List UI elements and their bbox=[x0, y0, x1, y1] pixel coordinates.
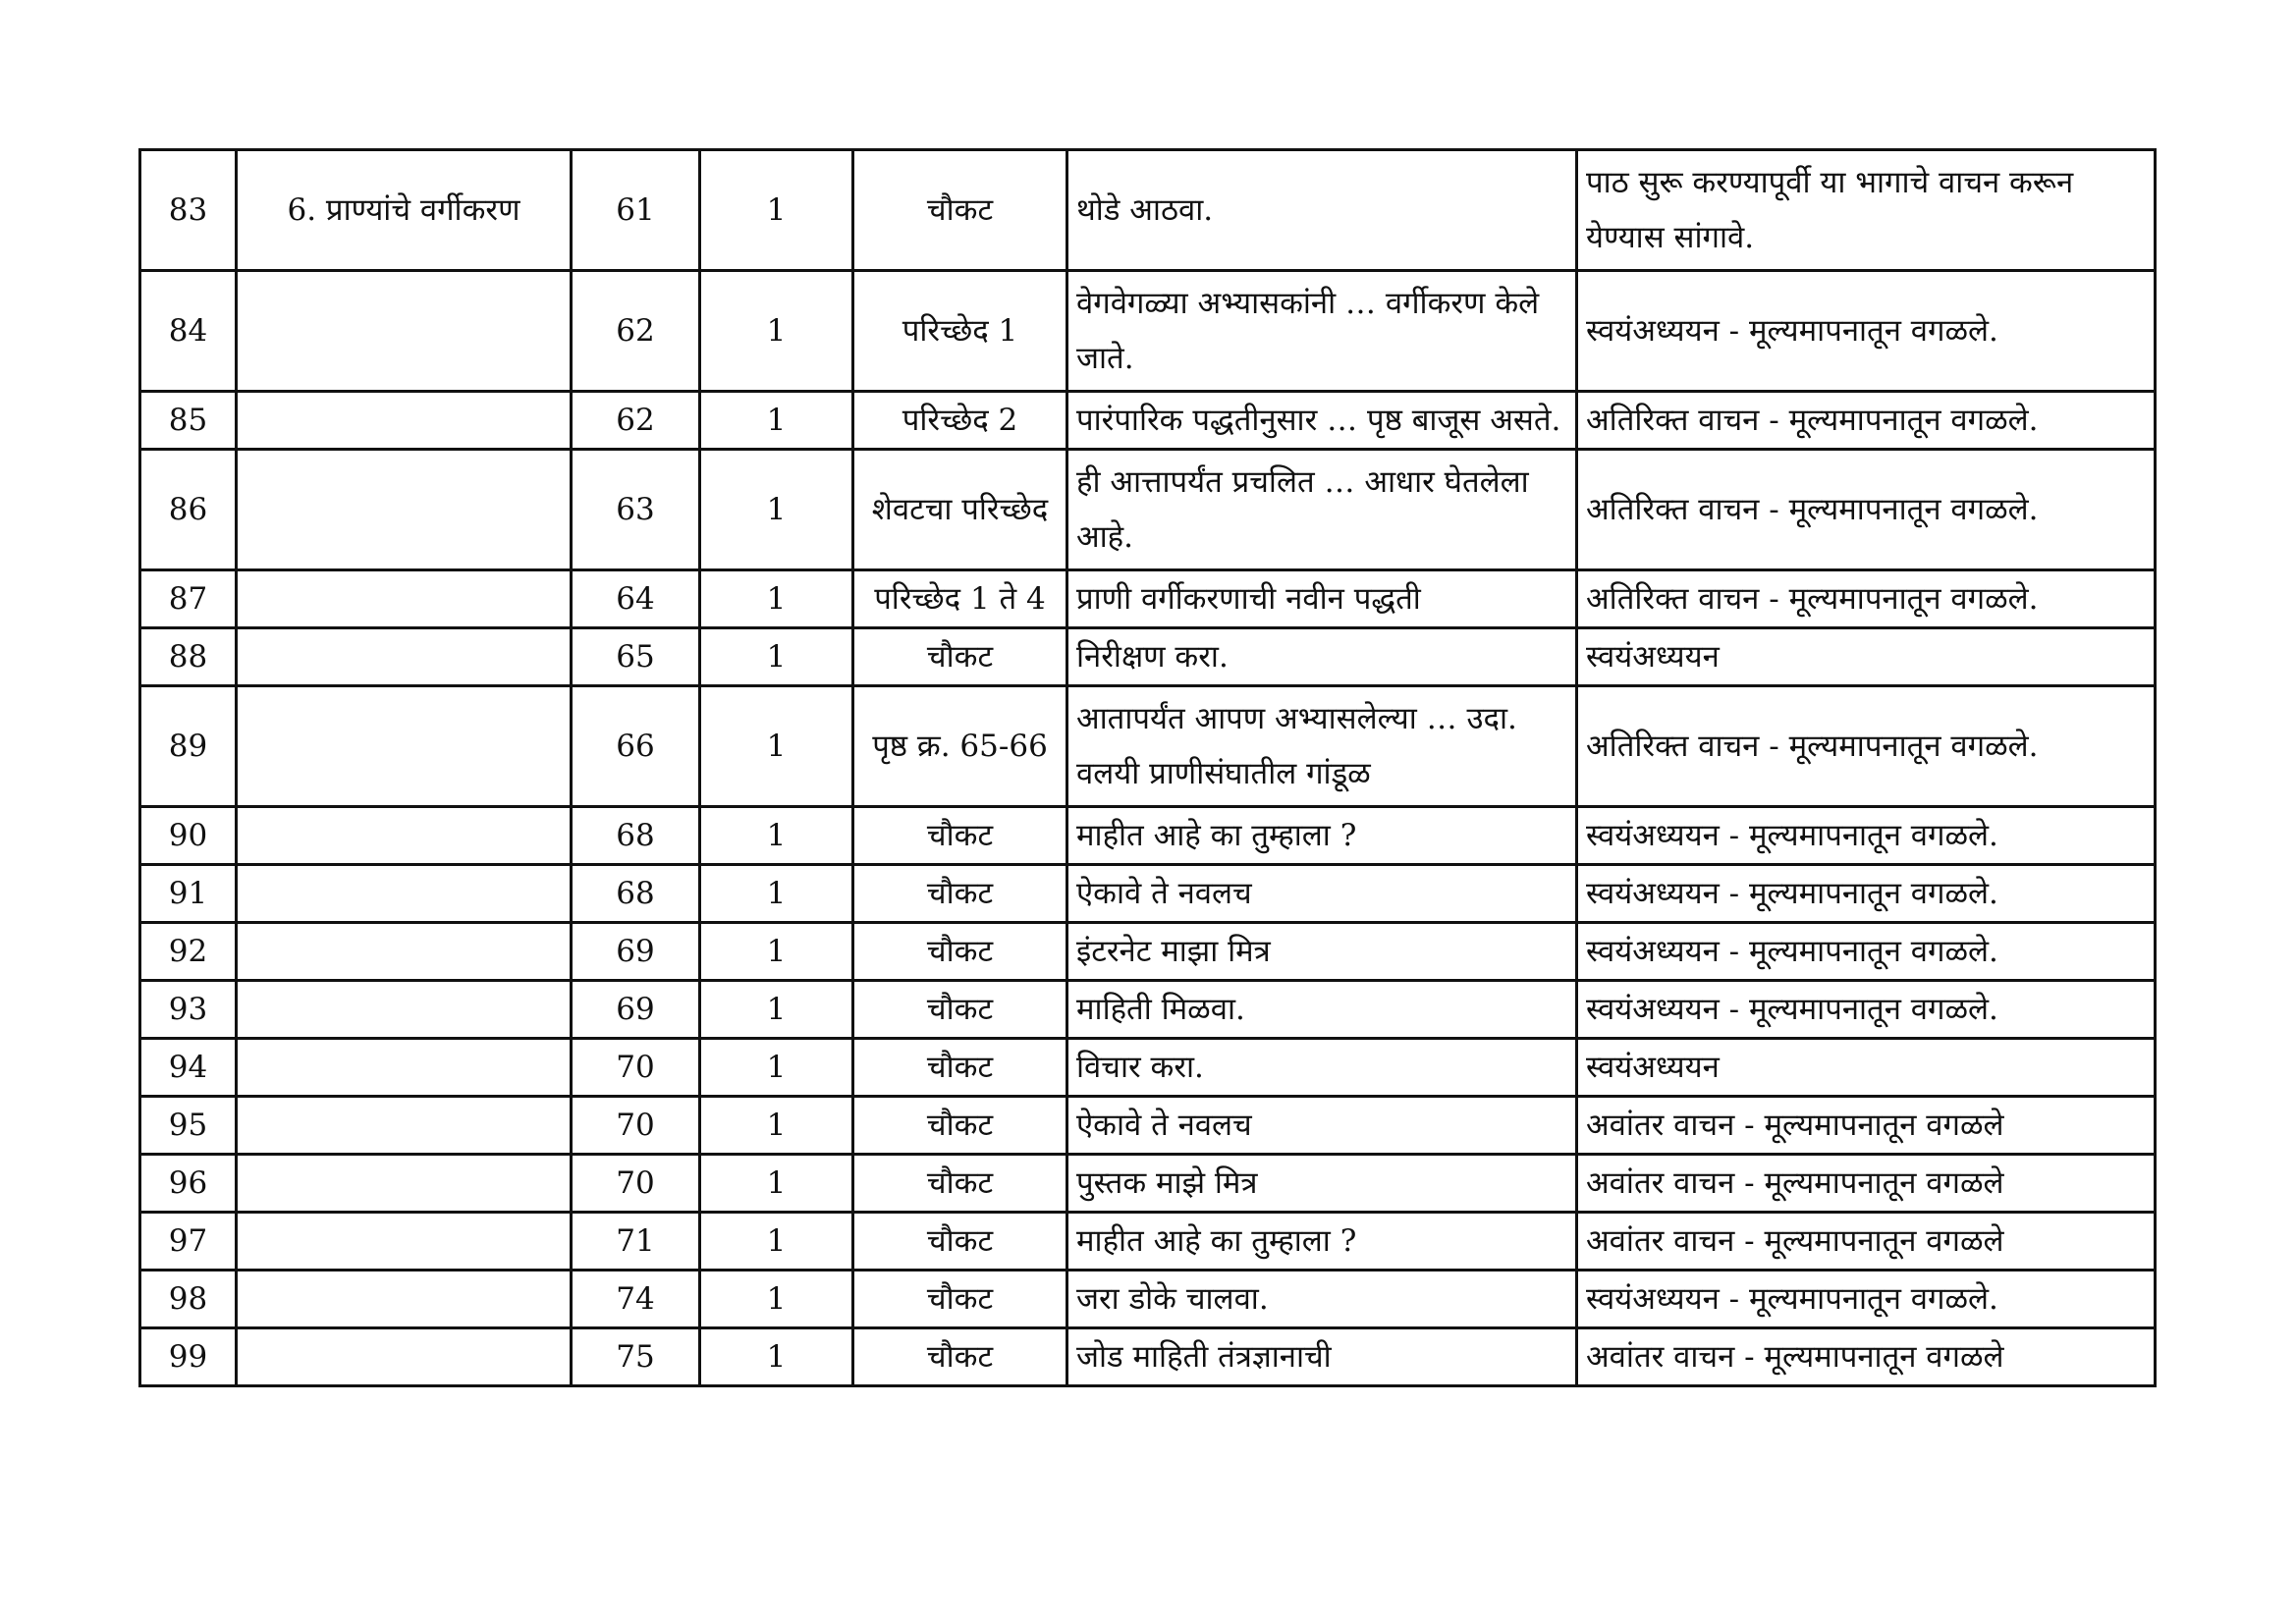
section-cell: चौकट bbox=[853, 1213, 1067, 1271]
count-cell: 1 bbox=[700, 628, 853, 686]
table-row bbox=[140, 570, 2156, 628]
remark-cell: स्वयंअध्ययन - मूल्यमापनातून वगळले. bbox=[1577, 981, 2156, 1039]
chapter-name bbox=[237, 923, 572, 981]
serial-number: 83 bbox=[140, 150, 237, 271]
count-cell: 1 bbox=[700, 981, 853, 1039]
chapter-name bbox=[237, 1097, 572, 1155]
table-row bbox=[140, 1039, 2156, 1097]
table-row bbox=[140, 392, 2156, 450]
remark-cell: अतिरिक्त वाचन - मूल्यमापनातून वगळले. bbox=[1577, 686, 2156, 807]
section-cell: परिच्छेद 2 bbox=[853, 392, 1067, 450]
chapter-name bbox=[237, 1271, 572, 1328]
chapter-name bbox=[237, 981, 572, 1039]
content-cell: माहिती मिळवा. bbox=[1067, 981, 1577, 1039]
page-number: 65 bbox=[572, 628, 700, 686]
count-cell: 1 bbox=[700, 807, 853, 865]
page-number: 69 bbox=[572, 923, 700, 981]
serial-number: 87 bbox=[140, 570, 237, 628]
remark-cell: स्वयंअध्ययन - मूल्यमापनातून वगळले. bbox=[1577, 865, 2156, 923]
table-row bbox=[140, 686, 2156, 807]
serial-number: 88 bbox=[140, 628, 237, 686]
page-number: 70 bbox=[572, 1155, 700, 1213]
remark-cell: पाठ सुरू करण्यापूर्वी या भागाचे वाचन करून येण्यास सांगावे. bbox=[1577, 150, 2156, 271]
count-cell: 1 bbox=[700, 271, 853, 392]
table-row bbox=[140, 150, 2156, 271]
syllabus-table bbox=[138, 148, 2157, 1387]
content-cell: जोड माहिती तंत्रज्ञानाची bbox=[1067, 1328, 1577, 1386]
serial-number: 86 bbox=[140, 450, 237, 570]
count-cell: 1 bbox=[700, 1213, 853, 1271]
chapter-name bbox=[237, 686, 572, 807]
count-cell: 1 bbox=[700, 570, 853, 628]
section-cell: परिच्छेद 1 bbox=[853, 271, 1067, 392]
remark-cell: स्वयंअध्ययन bbox=[1577, 628, 2156, 686]
count-cell: 1 bbox=[700, 392, 853, 450]
section-cell: परिच्छेद 1 ते 4 bbox=[853, 570, 1067, 628]
table-row bbox=[140, 923, 2156, 981]
remark-cell: अवांतर वाचन - मूल्यमापनातून वगळले bbox=[1577, 1213, 2156, 1271]
serial-number: 98 bbox=[140, 1271, 237, 1328]
table-row bbox=[140, 628, 2156, 686]
page-number: 69 bbox=[572, 981, 700, 1039]
chapter-name: 6. प्राण्यांचे वर्गीकरण bbox=[237, 150, 572, 271]
table-row bbox=[140, 1097, 2156, 1155]
table-row bbox=[140, 807, 2156, 865]
page-number: 64 bbox=[572, 570, 700, 628]
content-cell: माहीत आहे का तुम्हाला ? bbox=[1067, 1213, 1577, 1271]
count-cell: 1 bbox=[700, 1097, 853, 1155]
count-cell: 1 bbox=[700, 1039, 853, 1097]
page-number: 75 bbox=[572, 1328, 700, 1386]
chapter-name bbox=[237, 271, 572, 392]
remark-cell: अतिरिक्त वाचन - मूल्यमापनातून वगळले. bbox=[1577, 570, 2156, 628]
serial-number: 92 bbox=[140, 923, 237, 981]
serial-number: 93 bbox=[140, 981, 237, 1039]
page-number: 71 bbox=[572, 1213, 700, 1271]
table-row bbox=[140, 981, 2156, 1039]
section-cell: चौकट bbox=[853, 1328, 1067, 1386]
section-cell: चौकट bbox=[853, 865, 1067, 923]
content-cell: ही आत्तापर्यंत प्रचलित … आधार घेतलेला आहे. bbox=[1067, 450, 1577, 570]
table-row bbox=[140, 1328, 2156, 1386]
serial-number: 84 bbox=[140, 271, 237, 392]
count-cell: 1 bbox=[700, 1155, 853, 1213]
serial-number: 90 bbox=[140, 807, 237, 865]
chapter-name bbox=[237, 1213, 572, 1271]
content-cell: ऐकावे ते नवलच bbox=[1067, 1097, 1577, 1155]
remark-cell: स्वयंअध्ययन bbox=[1577, 1039, 2156, 1097]
page-number: 70 bbox=[572, 1097, 700, 1155]
content-cell: माहीत आहे का तुम्हाला ? bbox=[1067, 807, 1577, 865]
content-cell: वेगवेगळ्या अभ्यासकांनी … वर्गीकरण केले जाते. bbox=[1067, 271, 1577, 392]
chapter-name bbox=[237, 1155, 572, 1213]
serial-number: 91 bbox=[140, 865, 237, 923]
section-cell: चौकट bbox=[853, 150, 1067, 271]
chapter-name bbox=[237, 807, 572, 865]
serial-number: 89 bbox=[140, 686, 237, 807]
chapter-name bbox=[237, 570, 572, 628]
serial-number: 94 bbox=[140, 1039, 237, 1097]
content-cell: निरीक्षण करा. bbox=[1067, 628, 1577, 686]
serial-number: 85 bbox=[140, 392, 237, 450]
section-cell: चौकट bbox=[853, 1271, 1067, 1328]
content-cell: थोडे आठवा. bbox=[1067, 150, 1577, 271]
content-cell: प्राणी वर्गीकरणाची नवीन पद्धती bbox=[1067, 570, 1577, 628]
content-cell: पुस्तक माझे मित्र bbox=[1067, 1155, 1577, 1213]
chapter-name bbox=[237, 1328, 572, 1386]
content-cell: पारंपारिक पद्धतीनुसार … पृष्ठ बाजूस असते. bbox=[1067, 392, 1577, 450]
page-number: 63 bbox=[572, 450, 700, 570]
serial-number: 95 bbox=[140, 1097, 237, 1155]
page-number: 74 bbox=[572, 1271, 700, 1328]
content-cell: जरा डोके चालवा. bbox=[1067, 1271, 1577, 1328]
page-number: 62 bbox=[572, 392, 700, 450]
count-cell: 1 bbox=[700, 923, 853, 981]
table-row bbox=[140, 865, 2156, 923]
section-cell: पृष्ठ क्र. 65-66 bbox=[853, 686, 1067, 807]
section-cell: चौकट bbox=[853, 923, 1067, 981]
section-cell: चौकट bbox=[853, 981, 1067, 1039]
page-number: 66 bbox=[572, 686, 700, 807]
section-cell: चौकट bbox=[853, 1039, 1067, 1097]
remark-cell: अतिरिक्त वाचन - मूल्यमापनातून वगळले. bbox=[1577, 450, 2156, 570]
table-row bbox=[140, 1213, 2156, 1271]
chapter-name bbox=[237, 865, 572, 923]
count-cell: 1 bbox=[700, 1271, 853, 1328]
content-cell: विचार करा. bbox=[1067, 1039, 1577, 1097]
count-cell: 1 bbox=[700, 686, 853, 807]
remark-cell: स्वयंअध्ययन - मूल्यमापनातून वगळले. bbox=[1577, 807, 2156, 865]
count-cell: 1 bbox=[700, 150, 853, 271]
page-number: 68 bbox=[572, 865, 700, 923]
page-number: 68 bbox=[572, 807, 700, 865]
remark-cell: स्वयंअध्ययन - मूल्यमापनातून वगळले. bbox=[1577, 923, 2156, 981]
table-row bbox=[140, 1155, 2156, 1213]
content-cell: ऐकावे ते नवलच bbox=[1067, 865, 1577, 923]
remark-cell: स्वयंअध्ययन - मूल्यमापनातून वगळले. bbox=[1577, 271, 2156, 392]
chapter-name bbox=[237, 628, 572, 686]
table-row bbox=[140, 271, 2156, 392]
remark-cell: स्वयंअध्ययन - मूल्यमापनातून वगळले. bbox=[1577, 1271, 2156, 1328]
section-cell: चौकट bbox=[853, 807, 1067, 865]
remark-cell: अवांतर वाचन - मूल्यमापनातून वगळले bbox=[1577, 1328, 2156, 1386]
section-cell: चौकट bbox=[853, 628, 1067, 686]
remark-cell: अतिरिक्त वाचन - मूल्यमापनातून वगळले. bbox=[1577, 392, 2156, 450]
serial-number: 97 bbox=[140, 1213, 237, 1271]
content-cell: इंटरनेट माझा मित्र bbox=[1067, 923, 1577, 981]
page-number: 61 bbox=[572, 150, 700, 271]
content-cell: आतापर्यंत आपण अभ्यासलेल्या … उदा. वलयी प्राणीसंघातील गांडूळ bbox=[1067, 686, 1577, 807]
serial-number: 99 bbox=[140, 1328, 237, 1386]
chapter-name bbox=[237, 392, 572, 450]
chapter-name bbox=[237, 450, 572, 570]
remark-cell: अवांतर वाचन - मूल्यमापनातून वगळले bbox=[1577, 1155, 2156, 1213]
remark-cell: अवांतर वाचन - मूल्यमापनातून वगळले bbox=[1577, 1097, 2156, 1155]
section-cell: चौकट bbox=[853, 1155, 1067, 1213]
section-cell: शेवटचा परिच्छेद bbox=[853, 450, 1067, 570]
count-cell: 1 bbox=[700, 450, 853, 570]
section-cell: चौकट bbox=[853, 1097, 1067, 1155]
count-cell: 1 bbox=[700, 865, 853, 923]
page-number: 70 bbox=[572, 1039, 700, 1097]
serial-number: 96 bbox=[140, 1155, 237, 1213]
chapter-name bbox=[237, 1039, 572, 1097]
table-row bbox=[140, 450, 2156, 570]
page-number: 62 bbox=[572, 271, 700, 392]
count-cell: 1 bbox=[700, 1328, 853, 1386]
table-row bbox=[140, 1271, 2156, 1328]
